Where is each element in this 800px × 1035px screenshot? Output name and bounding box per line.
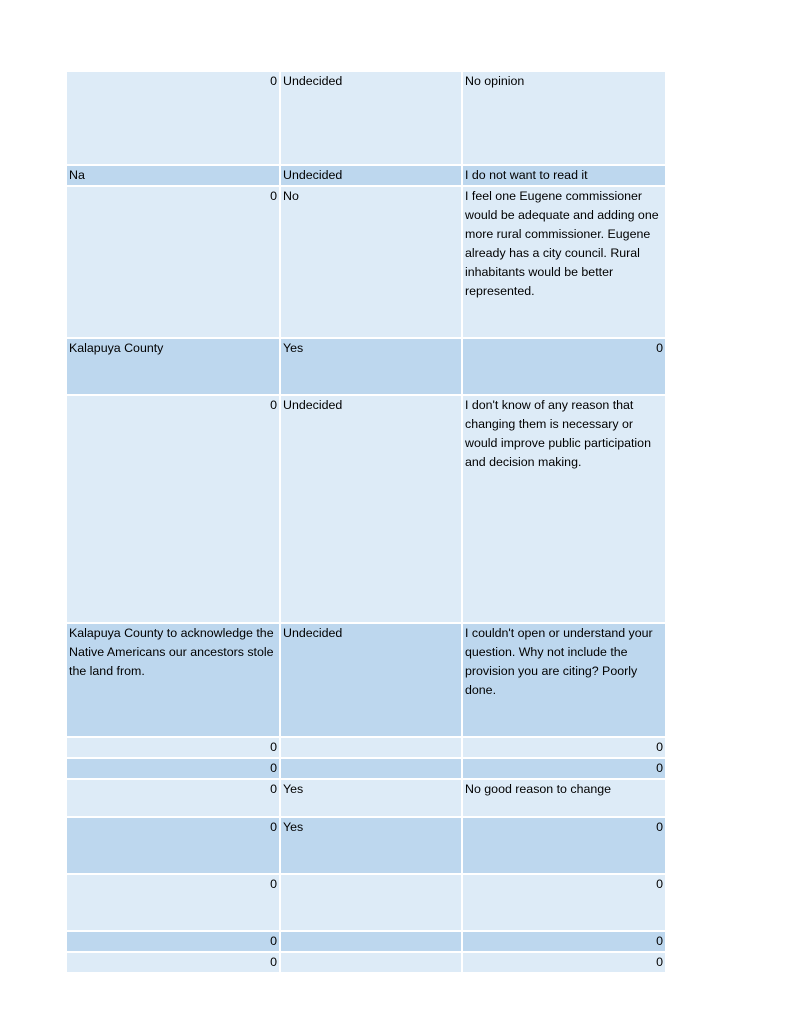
cell-suggested-name: 0 xyxy=(67,187,281,339)
cell-comment: I feel one Eugene commissioner would be adequate and adding one more rural commissioner. Eugene already has a city council. Rural inhabitants would be better represented. xyxy=(463,187,665,339)
cell-support: Yes xyxy=(281,339,463,396)
cell-suggested-name: 0 xyxy=(67,72,281,166)
cell-comment: 0 xyxy=(463,953,665,974)
cell-support: Undecided xyxy=(281,72,463,166)
table-row xyxy=(67,780,665,818)
table-row xyxy=(67,396,665,624)
table-row xyxy=(67,759,665,780)
cell-suggested-name: 0 xyxy=(67,875,281,932)
cell-suggested-name: 0 xyxy=(67,953,281,974)
cell-comment: 0 xyxy=(463,759,665,780)
cell-comment: 0 xyxy=(463,875,665,932)
table-row xyxy=(67,166,665,187)
cell-support: Undecided xyxy=(281,166,463,187)
cell-suggested-name: 0 xyxy=(67,738,281,759)
cell-suggested-name: 0 xyxy=(67,932,281,953)
table-row xyxy=(67,624,665,738)
cell-comment: I don't know of any reason that changing them is necessary or would improve public participation and decision making. xyxy=(463,396,665,624)
cell-support: Undecided xyxy=(281,396,463,624)
cell-support xyxy=(281,875,463,932)
cell-support xyxy=(281,932,463,953)
cell-suggested-name: 0 xyxy=(67,780,281,818)
table-row xyxy=(67,72,665,166)
cell-suggested-name: Na xyxy=(67,166,281,187)
table-row xyxy=(67,818,665,875)
cell-support: No xyxy=(281,187,463,339)
table-row xyxy=(67,339,665,396)
cell-support xyxy=(281,953,463,974)
table-row xyxy=(67,932,665,953)
cell-suggested-name: 0 xyxy=(67,396,281,624)
table-row xyxy=(67,875,665,932)
table-row xyxy=(67,187,665,339)
cell-suggested-name: 0 xyxy=(67,759,281,780)
cell-comment: 0 xyxy=(463,932,665,953)
table-row xyxy=(67,953,665,974)
table-row xyxy=(67,738,665,759)
cell-comment: 0 xyxy=(463,818,665,875)
cell-support: Yes xyxy=(281,780,463,818)
cell-suggested-name: Kalapuya County xyxy=(67,339,281,396)
cell-support xyxy=(281,738,463,759)
survey-responses-table xyxy=(67,72,665,974)
cell-comment: No opinion xyxy=(463,72,665,166)
cell-suggested-name: Kalapuya County to acknowledge the Native Americans our ancestors stole the land from. xyxy=(67,624,281,738)
cell-comment: I do not want to read it xyxy=(463,166,665,187)
cell-comment: I couldn't open or understand your question. Why not include the provision you are citing? Poorly done. xyxy=(463,624,665,738)
cell-support xyxy=(281,759,463,780)
table-body xyxy=(67,72,665,974)
cell-comment: No good reason to change xyxy=(463,780,665,818)
cell-support: Yes xyxy=(281,818,463,875)
cell-suggested-name: 0 xyxy=(67,818,281,875)
cell-support: Undecided xyxy=(281,624,463,738)
cell-comment: 0 xyxy=(463,339,665,396)
cell-comment: 0 xyxy=(463,738,665,759)
